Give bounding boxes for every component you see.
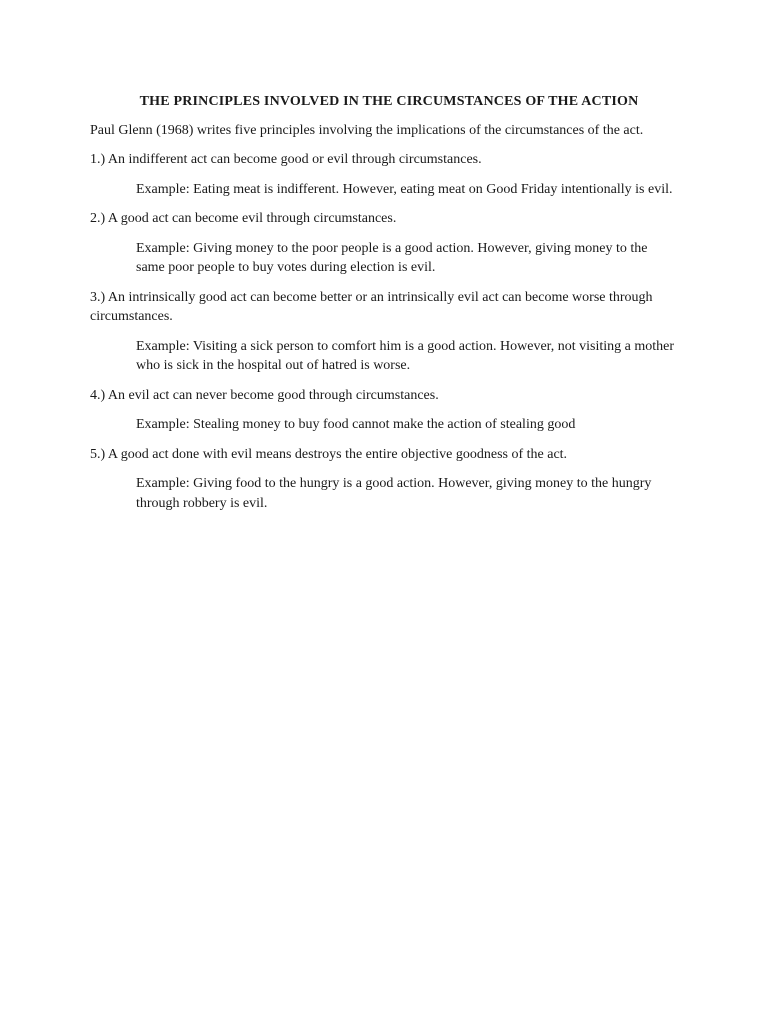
example-3: Example: Visiting a sick person to comfort him is a good action. However, not visiting a mother who is sick in the hospital out of hatred is worse.: [136, 338, 675, 373]
principle-4: 4.) An evil act can never become good through circumstances.: [90, 387, 439, 403]
principle-5: 5.) A good act done with evil means destroys the entire objective goodness of the act.: [90, 446, 568, 462]
document-title: THE PRINCIPLES INVOLVED IN THE CIRCUMSTANCES OF THE ACTION: [139, 94, 639, 109]
example-2: Example: Giving money to the poor people is a good action. However, giving money to the same poor people to buy votes during election is evil.: [136, 240, 648, 275]
example-5: Example: Giving food to the hungry is a good action. However, giving money to the hungry through robbery is evil.: [136, 476, 652, 511]
principle-1: 1.) An indifferent act can become good or evil through circumstances.: [90, 152, 482, 167]
example-1: Example: Eating meat is indifferent. However, eating meat on Good Friday intentionally is evil.: [136, 181, 673, 197]
principle-2: 2.) A good act can become evil through circumstances.: [90, 211, 397, 226]
example-4: Example: Stealing money to buy food cannot make the action of stealing good: [136, 417, 576, 432]
principle-3: 3.) An intrinsically good act can become better or an intrinsically evil act can become worse through circumstances.: [90, 289, 653, 324]
document-page: [90, 92, 680, 523]
intro-paragraph: Paul Glenn (1968) writes five principles involving the implications of the circumstances of the act.: [90, 122, 644, 138]
